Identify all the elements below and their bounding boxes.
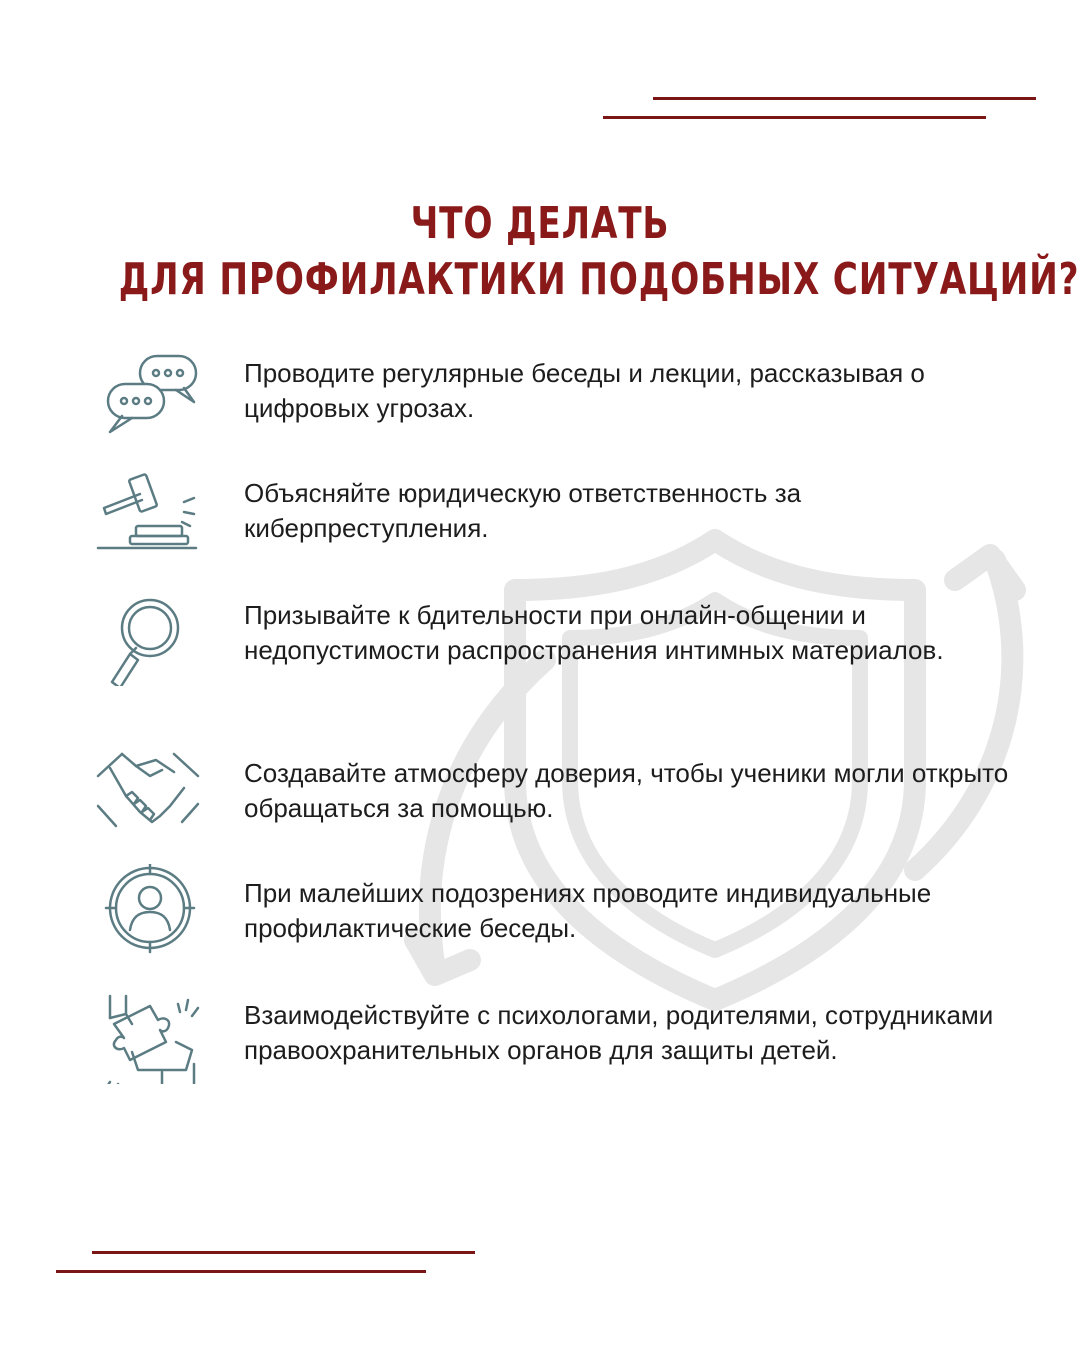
bottom-decor-line-2 xyxy=(56,1270,426,1273)
item-text: Взаимодействуйте с психологами, родителями, сотрудниками правоохранительных органов для защиты детей. xyxy=(244,1000,994,1065)
item-text: При малейших подозрениях проводите индивидуальные профилактические беседы. xyxy=(244,878,932,943)
page-title xyxy=(118,196,1080,308)
item-text: Призывайте к бдительности при онлайн-общении и недопустимости распространения интимных материалов. xyxy=(244,600,944,665)
puzzle-hands-icon xyxy=(96,994,200,1084)
gavel-icon xyxy=(96,470,200,560)
speech-bubbles-icon xyxy=(96,350,200,440)
item-text: Объясняйте юридическую ответственность за киберпреступления. xyxy=(244,478,802,543)
bottom-decor-line-1 xyxy=(92,1251,475,1254)
magnifier-icon xyxy=(96,596,200,686)
title-line-1: ЧТО ДЕЛАТЬ xyxy=(410,198,670,249)
top-decor-line-2 xyxy=(603,116,986,119)
title-line-2: ДЛЯ ПРОФИЛАКТИКИ ПОДОБНЫХ СИТУАЦИЙ? xyxy=(118,254,1080,305)
item-text: Проводите регулярные беседы и лекции, рассказывая о цифровых угрозах. xyxy=(244,358,925,423)
handshake-icon xyxy=(96,746,200,836)
target-person-icon xyxy=(96,864,200,954)
top-decor-line-1 xyxy=(653,97,1036,100)
item-text: Создавайте атмосферу доверия, чтобы ученики могли открыто обращаться за помощью. xyxy=(244,758,1009,823)
